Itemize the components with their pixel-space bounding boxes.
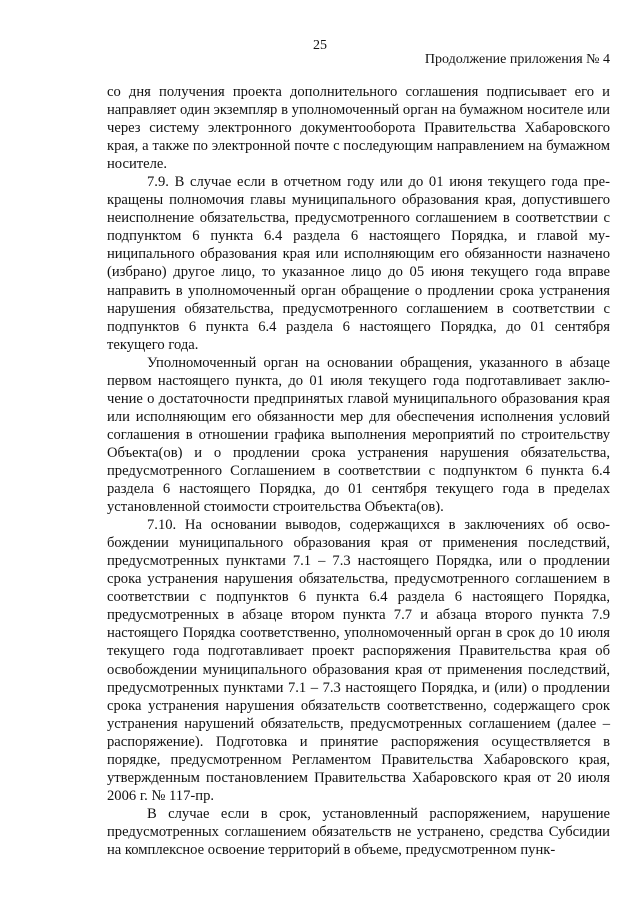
paragraph-7-10-part-2: В случае если в срок, установленный распоряжением, нарушение предусмотренных соглашением обязательств не устранено, средства Субсидии на комплексное освоение территорий в объеме, предусмотренном пунк- (107, 805, 610, 858)
appendix-continuation-note: Продолжение приложения № 4 (424, 52, 610, 67)
paragraph-7-9-part-2: Уполномоченный орган на основании обращения, указанного в абзаце первом настоящего пункта, до 01 июля текущего года подготавливает заключение о достаточности предпринятых главой муниципального образования края или исполняющим его обязанности мер для обеспечения исполнения условий соглашения в отношении графика выполнения мероприятий по строительству Объекта(ов) и о продлении срока устранения нарушения обязательства, предусмотренного Соглашением в соответствии с подпунктом 6 пункта 6.4 раздела 6 настоящего Порядка, до 01 сентября текущего года в пределах установленной стоимости строительства Объекта(ов). (107, 354, 610, 516)
paragraph-7-9: 7.9. В случае если в отчетном году или до 01 июня текущего года прекращены полномочия главы муниципального образования края, допустившего неисполнение обязательства, предусмотренного соглашением в соответствии с подпунктом 6 пункта 6.4 раздела 6 настоящего Порядка, и главой муниципального образования края или исполняющим его обязанности назначено (избрано) другое лицо, то указанное лицо до 05 июня текущего года вправе направить в уполномоченный орган обращение о продлении срока устранения нарушения обязательства, предусмотренного соглашением в соответствии с подпунктов 6 пункта 6.4 раздела 6 настоящего Порядка, до 01 сентября текущего года. (107, 174, 610, 353)
paragraph-continuation: со дня получения проекта дополнительного соглашения подписывает его и направляет один экземпляр в уполномоченный орган на бумажном носителе или через систему электронного документооборота Правительства Хабаровского края, а также по электронной почте с последующим направлением на бумажном носителе. (107, 84, 610, 173)
paragraph-7-10: 7.10. На основании выводов, содержащихся в заключениях об освобождении муниципального образования края от применения последствий, предусмотренных пунктами 7.1 – 7.3 настоящего Порядка, или о продлении срока устранения нарушения обязательства, предусмотренного соглашением в соответствии с подпунктов 6 пункта 6.4 раздела 6 настоящего Порядка, предусмотренных в абзаце втором пункта 7.7 и абзаца второго пункта 7.9 настоящего Порядка соответственно, уполномоченный орган в срок до 10 июля текущего года подготавливает проект распоряжения Правительства края об освобождении муниципального образования края от применения последствий, предусмотренных пунктами 7.1 – 7.3 настоящего Порядка, и (или) о продлении срока устранения нарушения обязательств соответственно, содержащего срок устранения нарушений обязательств, предусмотренных соглашением (далее – распоряжение). Подготовка и принятие распоряжения осуществляется в порядке, предусмотренном Регламентом Правительства Хабаровского края, утвержденным постановлением Правительства Хабаровского края от 20 июля 2006 г. № 117-пр. (107, 517, 610, 804)
document-body (107, 83, 610, 859)
page-number: 25 (313, 38, 327, 53)
